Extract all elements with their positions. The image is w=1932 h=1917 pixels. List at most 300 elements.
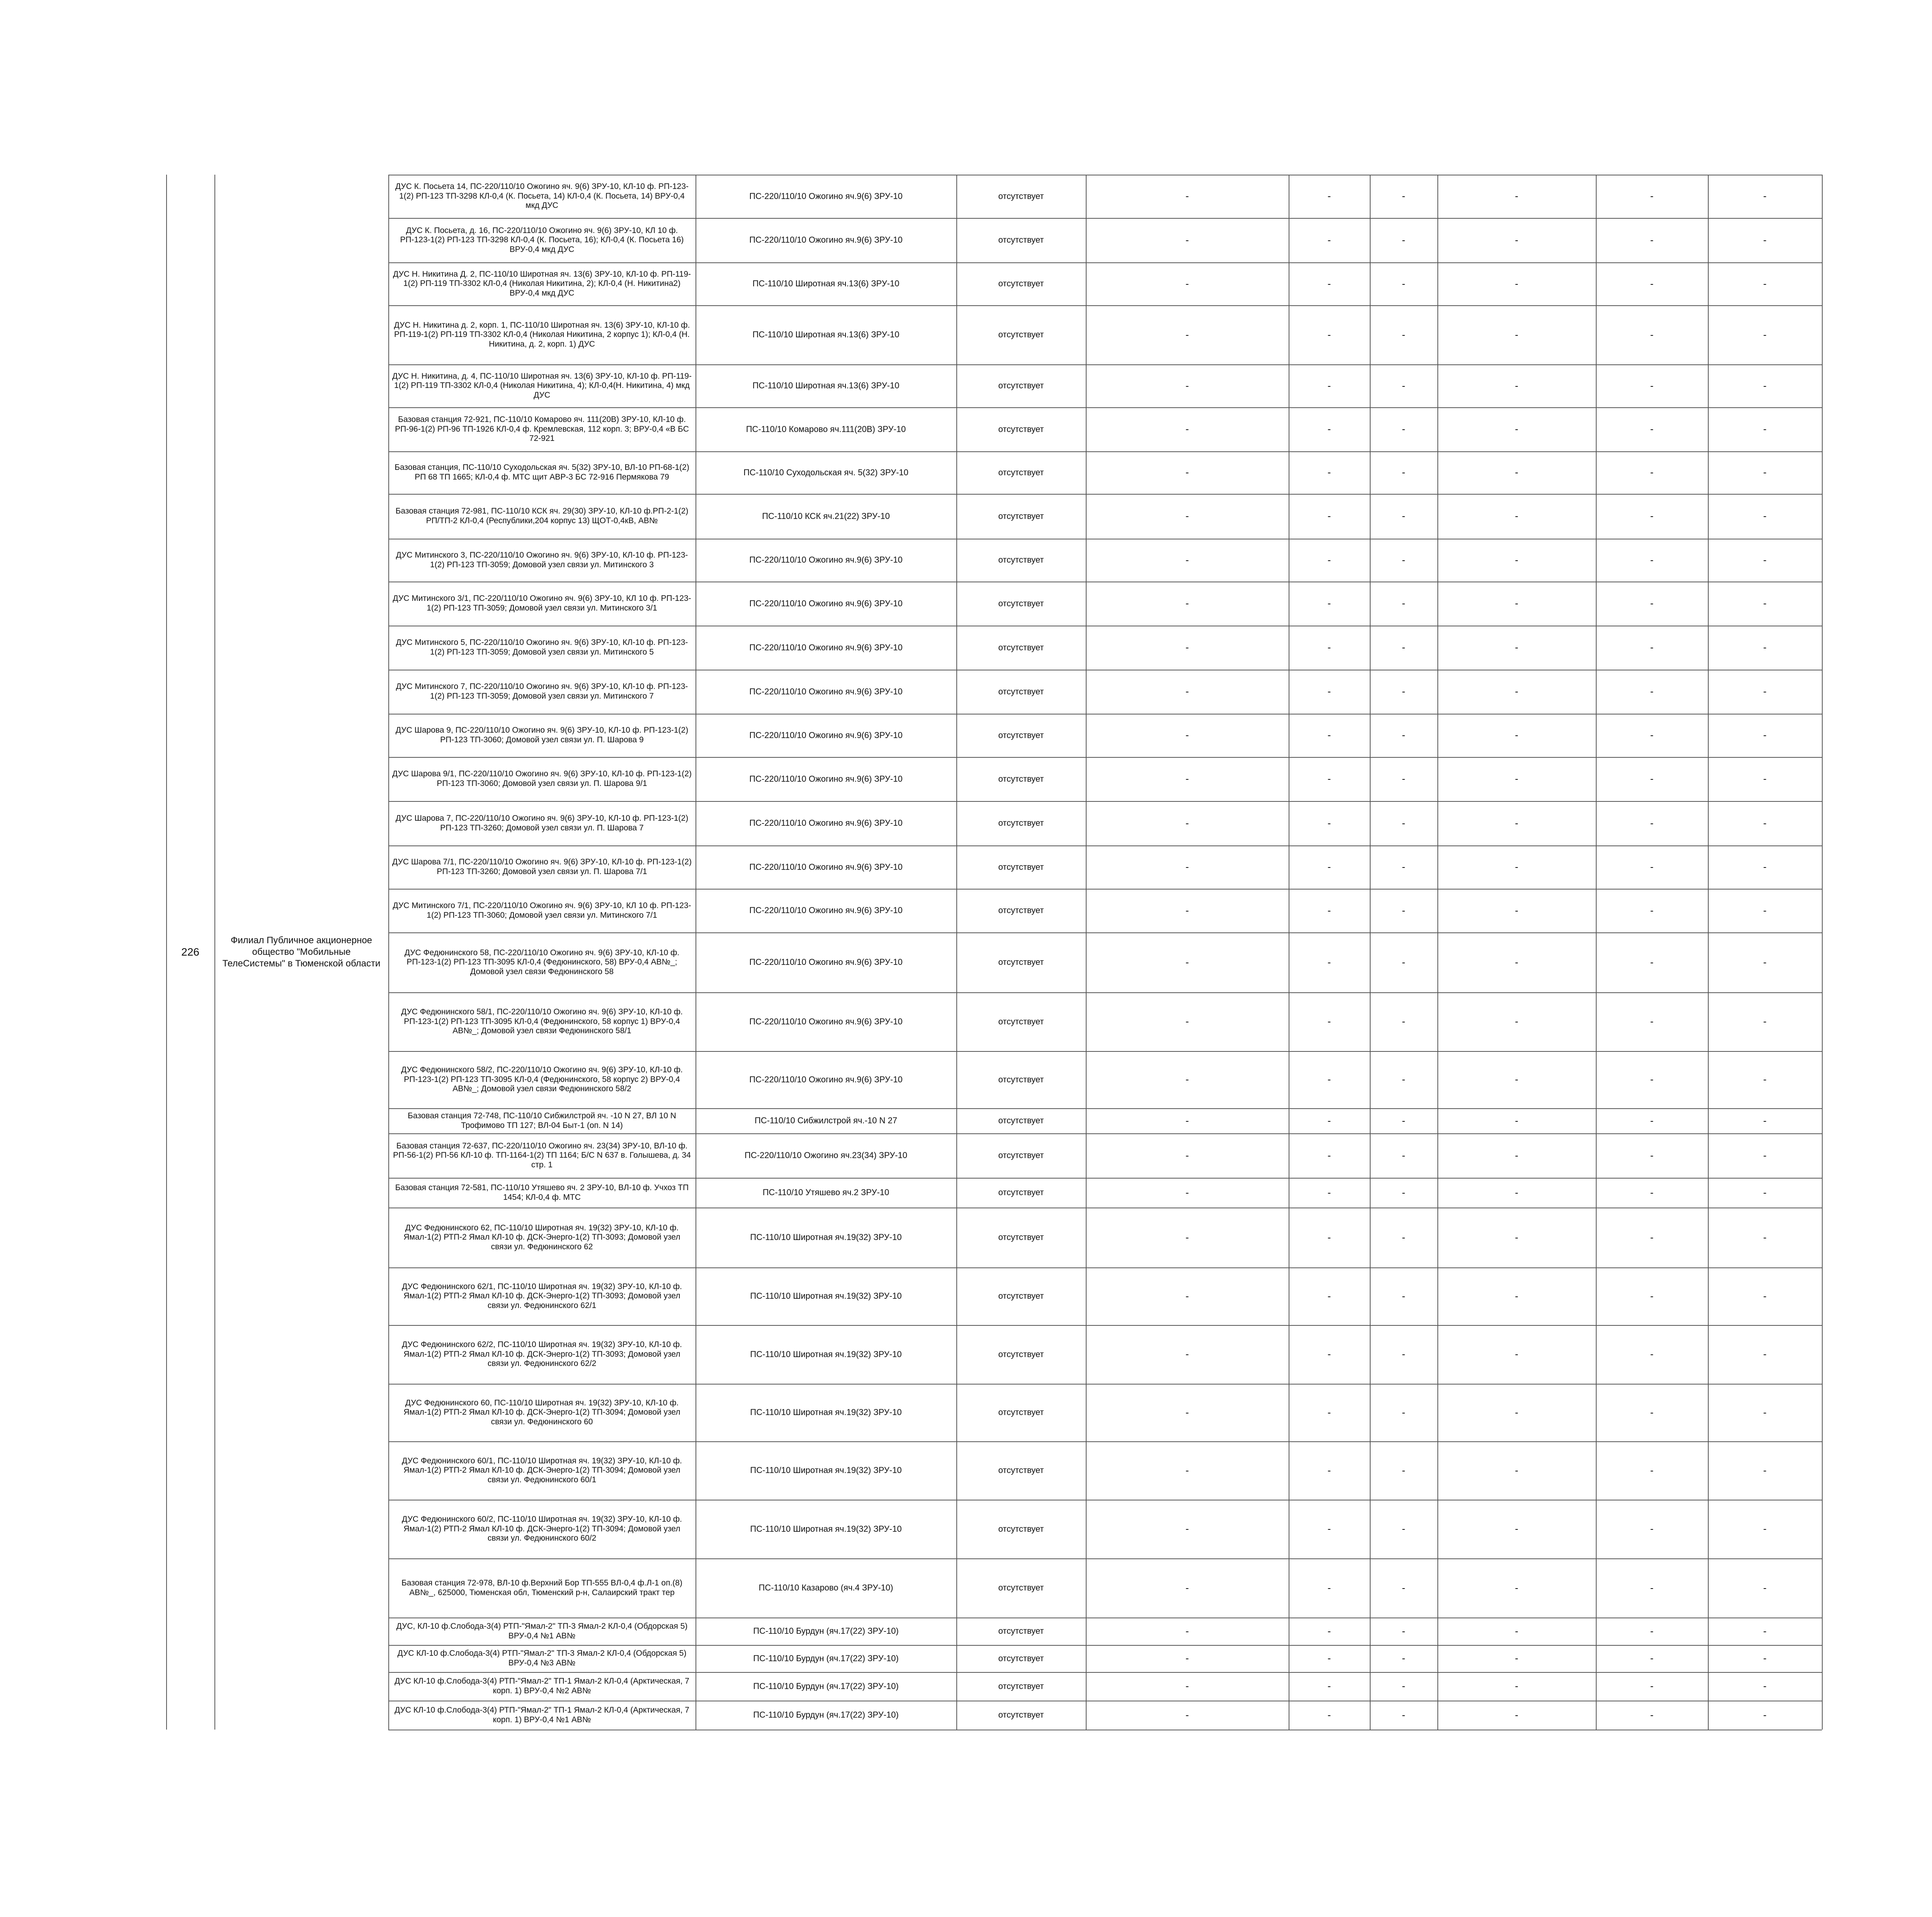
row-empty-value: - xyxy=(1650,510,1654,522)
row-empty-value: - xyxy=(1515,466,1519,478)
row-description: ДУС Федюнинского 60/1, ПС-110/10 Широтная яч. 19(32) ЗРУ-10, КЛ-10 ф. Ямал-1(2) РТП-2 Ямал КЛ-10 ф. ДСК-Энерго-1(2) ТП-3094; Домовой узел связи ул. Федюнинского 60/1 xyxy=(402,1456,682,1484)
row-empty-value: - xyxy=(1185,817,1189,829)
row-empty-value: - xyxy=(1327,597,1331,609)
row-empty-value: - xyxy=(1650,1348,1654,1360)
row-empty-value: - xyxy=(1185,379,1189,391)
row-status: отсутствует xyxy=(998,1074,1044,1084)
row-empty-value: - xyxy=(1402,1015,1405,1027)
row-empty-value: - xyxy=(1402,1186,1405,1198)
row-description: ДУС Шарова 7/1, ПС-220/110/10 Ожогино яч. 9(6) ЗРУ-10, КЛ-10 ф. РП-123-1(2) РП-123 ТП-3260; Домовой узел связи ул. П. Шарова 7/1 xyxy=(392,857,692,876)
row-empty-value: - xyxy=(1327,1523,1331,1535)
row-empty-value: - xyxy=(1650,379,1654,391)
row-empty-value: - xyxy=(1515,861,1519,873)
row-empty-value: - xyxy=(1327,956,1331,968)
row-status: отсутствует xyxy=(998,1524,1044,1534)
row-empty-value: - xyxy=(1185,1231,1189,1243)
row-empty-value: - xyxy=(1650,861,1654,873)
row-empty-value: - xyxy=(1402,861,1405,873)
row-substation: ПС-110/10 Казарово (яч.4 ЗРУ-10) xyxy=(759,1583,893,1593)
row-substation: ПС-220/110/10 Ожогино яч.9(6) ЗРУ-10 xyxy=(749,1016,903,1026)
row-description: ДУС Шарова 9/1, ПС-220/110/10 Ожогино яч. 9(6) ЗРУ-10, КЛ-10 ф. РП-123-1(2) РП-123 ТП-3060; Домовой узел связи ул. П. Шарова 9/1 xyxy=(392,769,692,788)
row-empty-value: - xyxy=(1402,1464,1405,1476)
row-status: отсутствует xyxy=(998,1626,1044,1636)
row-substation: ПС-110/10 Широтная яч.19(32) ЗРУ-10 xyxy=(750,1524,902,1534)
row-description: ДУС К. Посьета, д. 16, ПС-220/110/10 Ожогино яч. 9(6) ЗРУ-10, КЛ 10 ф. РП-123-1(2) РП-123 ТП-3298 КЛ-0,4 (К. Посьета, 16); КЛ-0,4 (К. Посьета 16) ВРУ-0,4 мкд ДУС xyxy=(400,226,684,254)
row-status: отсутствует xyxy=(998,1187,1044,1197)
row-empty-value: - xyxy=(1402,729,1405,741)
row-empty-value: - xyxy=(1650,466,1654,478)
row-empty-value: - xyxy=(1650,1680,1654,1692)
row-status: отсутствует xyxy=(998,467,1044,477)
row-empty-value: - xyxy=(1327,190,1331,202)
row-empty-value: - xyxy=(1515,773,1519,785)
row-empty-value: - xyxy=(1402,685,1405,697)
row-empty-value: - xyxy=(1515,685,1519,697)
row-empty-value: - xyxy=(1402,817,1405,829)
row-status: отсутствует xyxy=(998,279,1044,289)
row-empty-value: - xyxy=(1650,1625,1654,1637)
row-empty-value: - xyxy=(1327,729,1331,741)
row-empty-value: - xyxy=(1763,1709,1767,1721)
row-empty-value: - xyxy=(1515,1290,1519,1302)
row-empty-value: - xyxy=(1185,466,1189,478)
row-empty-value: - xyxy=(1650,1290,1654,1302)
row-description: ДУС Федюнинского 58, ПС-220/110/10 Ожогино яч. 9(6) ЗРУ-10, КЛ-10 ф. РП-123-1(2) РП-123 ТП-3095 КЛ-0,4 (Федюнинского, 58) ВРУ-0,4 АВ№_; Домовой узел связи Федюнинского 58 xyxy=(404,948,680,976)
row-empty-value: - xyxy=(1327,1582,1331,1594)
row-empty-value: - xyxy=(1515,1680,1519,1692)
row-empty-value: - xyxy=(1327,1709,1331,1721)
row-empty-value: - xyxy=(1763,1231,1767,1243)
row-substation: ПС-220/110/10 Ожогино яч.9(6) ЗРУ-10 xyxy=(749,905,903,915)
row-empty-value: - xyxy=(1763,328,1767,340)
row-empty-value: - xyxy=(1515,190,1519,202)
row-empty-value: - xyxy=(1515,1073,1519,1085)
row-status: отсутствует xyxy=(998,1653,1044,1663)
row-status: отсутствует xyxy=(998,555,1044,565)
row-empty-value: - xyxy=(1515,1149,1519,1161)
row-empty-value: - xyxy=(1763,1290,1767,1302)
row-status: отсутствует xyxy=(998,774,1044,784)
row-empty-value: - xyxy=(1650,1186,1654,1198)
row-empty-value: - xyxy=(1327,510,1331,522)
row-description: Базовая станция 72-637, ПС-220/110/10 Ожогино яч. 23(34) ЗРУ-10, ВЛ-10 ф. РП-56-1(2) РП-56 КЛ-10 ф. ТП-1164-1(2) ТП 1164; Б/С N 637 в. Голышева, д. 34 стр. 1 xyxy=(393,1141,691,1169)
row-substation: ПС-220/110/10 Ожогино яч.9(6) ЗРУ-10 xyxy=(749,686,903,696)
row-status: отсутствует xyxy=(998,424,1044,434)
row-empty-value: - xyxy=(1327,1680,1331,1692)
record-number: 226 xyxy=(181,946,199,958)
row-empty-value: - xyxy=(1185,328,1189,340)
row-status: отсутствует xyxy=(998,1116,1044,1126)
row-substation: ПС-110/10 Широтная яч.19(32) ЗРУ-10 xyxy=(750,1465,902,1475)
row-empty-value: - xyxy=(1327,466,1331,478)
row-empty-value: - xyxy=(1185,861,1189,873)
row-empty-value: - xyxy=(1763,597,1767,609)
row-empty-value: - xyxy=(1763,904,1767,916)
row-empty-value: - xyxy=(1327,1114,1331,1126)
row-empty-value: - xyxy=(1185,1406,1189,1418)
row-status: отсутствует xyxy=(998,381,1044,391)
row-description: Базовая станция 72-978, ВЛ-10 ф.Верхний Бор ТП-555 ВЛ-0,4 ф.Л-1 оп.(8) АВ№_, 625000, Тюменская обл, Тюменский р-н, Салаирский тракт тер xyxy=(401,1578,682,1597)
row-empty-value: - xyxy=(1515,1231,1519,1243)
row-empty-value: - xyxy=(1650,1149,1654,1161)
row-empty-value: - xyxy=(1515,328,1519,340)
row-empty-value: - xyxy=(1327,817,1331,829)
row-empty-value: - xyxy=(1763,1015,1767,1027)
row-status: отсутствует xyxy=(998,905,1044,915)
row-empty-value: - xyxy=(1515,1406,1519,1418)
row-empty-value: - xyxy=(1650,1231,1654,1243)
row-description: ДУС Федюнинского 58/2, ПС-220/110/10 Ожогино яч. 9(6) ЗРУ-10, КЛ-10 ф. РП-123-1(2) РП-123 ТП-3095 КЛ-0,4 (Федюнинского, 58 корпус 2) ВРУ-0,4 АВ№_; Домовой узел связи Федюнинского 58/2 xyxy=(401,1065,683,1094)
row-empty-value: - xyxy=(1185,1709,1189,1721)
row-empty-value: - xyxy=(1402,234,1405,246)
row-empty-value: - xyxy=(1185,423,1189,435)
row-substation: ПС-220/110/10 Ожогино яч.9(6) ЗРУ-10 xyxy=(749,235,903,245)
row-empty-value: - xyxy=(1185,1652,1189,1664)
row-empty-value: - xyxy=(1650,729,1654,741)
row-description: ДУС Федюнинского 62/1, ПС-110/10 Широтная яч. 19(32) ЗРУ-10, КЛ-10 ф. Ямал-1(2) РТП-2 Ямал КЛ-10 ф. ДСК-Энерго-1(2) ТП-3093; Домовой узел связи ул. Федюнинского 62/1 xyxy=(402,1282,682,1310)
row-empty-value: - xyxy=(1763,234,1767,246)
row-empty-value: - xyxy=(1650,1406,1654,1418)
row-empty-value: - xyxy=(1402,1709,1405,1721)
row-empty-value: - xyxy=(1185,641,1189,653)
row-empty-value: - xyxy=(1515,1523,1519,1535)
row-empty-value: - xyxy=(1650,1709,1654,1721)
row-description: ДУС Н. Никитина Д. 2, ПС-110/10 Широтная яч. 13(6) ЗРУ-10, КЛ-10 ф. РП-119-1(2) РП-119 ТП-3302 КЛ-0,4 (Николая Никитина, 2); КЛ-0,4 (Н. Никитина2) ВРУ-0,4 мкд ДУС xyxy=(393,269,691,298)
row-empty-value: - xyxy=(1402,904,1405,916)
row-empty-value: - xyxy=(1402,1231,1405,1243)
row-empty-value: - xyxy=(1402,1348,1405,1360)
row-substation: ПС-110/10 КСК яч.21(22) ЗРУ-10 xyxy=(762,511,890,521)
row-empty-value: - xyxy=(1327,277,1331,289)
row-status: отсутствует xyxy=(998,1150,1044,1160)
row-empty-value: - xyxy=(1763,423,1767,435)
row-empty-value: - xyxy=(1515,597,1519,609)
row-description: ДУС Митинского 3, ПС-220/110/10 Ожогино яч. 9(6) ЗРУ-10, КЛ-10 ф. РП-123-1(2) РП-123 ТП-3059; Домовой узел связи ул. Митинского 3 xyxy=(396,550,688,569)
row-empty-value: - xyxy=(1327,861,1331,873)
row-substation: ПС-220/110/10 Ожогино яч.9(6) ЗРУ-10 xyxy=(749,818,903,828)
row-substation: ПС-110/10 Утяшево яч.2 ЗРУ-10 xyxy=(762,1187,889,1197)
row-empty-value: - xyxy=(1185,510,1189,522)
row-empty-value: - xyxy=(1402,1582,1405,1594)
row-empty-value: - xyxy=(1402,1680,1405,1692)
row-empty-value: - xyxy=(1763,1464,1767,1476)
row-description: Базовая станция, ПС-110/10 Суходольская яч. 5(32) ЗРУ-10, ВЛ-10 РП-68-1(2) РП 68 ТП 1665; КЛ-0,4 ф. МТС щит АВР-3 БС 72-916 Пермякова 79 xyxy=(395,463,689,481)
row-empty-value: - xyxy=(1185,956,1189,968)
row-description: ДУС Н. Никитина, д. 4, ПС-110/10 Широтная яч. 13(6) ЗРУ-10, КЛ-10 ф. РП-119-1(2) РП-119 ТП-3302 КЛ-0,4 (Николая Никитина, 4); КЛ-0,4(Н. Никитина, 4) мкд ДУС xyxy=(392,371,692,400)
row-empty-value: - xyxy=(1402,466,1405,478)
row-empty-value: - xyxy=(1763,1073,1767,1085)
row-empty-value: - xyxy=(1650,277,1654,289)
row-empty-value: - xyxy=(1185,685,1189,697)
row-empty-value: - xyxy=(1763,1652,1767,1664)
row-empty-value: - xyxy=(1185,1149,1189,1161)
row-empty-value: - xyxy=(1650,597,1654,609)
row-empty-value: - xyxy=(1402,641,1405,653)
row-status: отсутствует xyxy=(998,818,1044,828)
row-empty-value: - xyxy=(1763,956,1767,968)
row-substation: ПС-110/10 Суходольская яч. 5(32) ЗРУ-10 xyxy=(743,467,908,477)
row-status: отсутствует xyxy=(998,1349,1044,1359)
row-empty-value: - xyxy=(1327,1186,1331,1198)
row-empty-value: - xyxy=(1185,1625,1189,1637)
row-empty-value: - xyxy=(1185,277,1189,289)
row-status: отсутствует xyxy=(998,1232,1044,1242)
row-substation: ПС-220/110/10 Ожогино яч.9(6) ЗРУ-10 xyxy=(749,730,903,740)
row-description: Базовая станция 72-981, ПС-110/10 КСК яч. 29(30) ЗРУ-10, КЛ-10 ф.РП-2-1(2) РП/ТП-2 КЛ-0,4 (Республики,204 корпус 13) ЩОТ-0,4кВ, АВ№ xyxy=(395,507,689,525)
row-empty-value: - xyxy=(1327,1073,1331,1085)
row-description: ДУС Шарова 7, ПС-220/110/10 Ожогино яч. 9(6) ЗРУ-10, КЛ-10 ф. РП-123-1(2) РП-123 ТП-3260; Домовой узел связи ул. П. Шарова 7 xyxy=(395,813,689,832)
row-description: ДУС Митинского 7/1, ПС-220/110/10 Ожогино яч. 9(6) ЗРУ-10, КЛ 10 ф. РП-123-1(2) РП-123 ТП-3060; Домовой узел связи ул. Митинского 7/1 xyxy=(393,901,691,920)
row-empty-value: - xyxy=(1402,379,1405,391)
row-empty-value: - xyxy=(1185,554,1189,566)
row-empty-value: - xyxy=(1185,1186,1189,1198)
row-description: ДУС Федюнинского 60/2, ПС-110/10 Широтная яч. 19(32) ЗРУ-10, КЛ-10 ф. Ямал-1(2) РТП-2 Ямал КЛ-10 ф. ДСК-Энерго-1(2) ТП-3094; Домовой узел связи ул. Федюнинского 60/2 xyxy=(402,1515,682,1543)
row-empty-value: - xyxy=(1763,729,1767,741)
row-empty-value: - xyxy=(1402,423,1405,435)
row-status: отсутствует xyxy=(998,730,1044,740)
row-empty-value: - xyxy=(1185,1464,1189,1476)
row-empty-value: - xyxy=(1515,641,1519,653)
row-empty-value: - xyxy=(1185,190,1189,202)
row-description: ДУС Митинского 3/1, ПС-220/110/10 Ожогино яч. 9(6) ЗРУ-10, КЛ 10 ф. РП-123-1(2) РП-123 ТП-3059; Домовой узел связи ул. Митинского 3/1 xyxy=(393,594,691,612)
row-description: ДУС КЛ-10 ф.Слобода-3(4) РТП-"Ямал-2" ТП-3 Ямал-2 КЛ-0,4 (Обдорская 5) ВРУ-0,4 №3 АВ№ xyxy=(397,1649,687,1667)
row-empty-value: - xyxy=(1650,817,1654,829)
row-empty-value: - xyxy=(1402,510,1405,522)
row-empty-value: - xyxy=(1650,1652,1654,1664)
row-empty-value: - xyxy=(1185,1290,1189,1302)
row-empty-value: - xyxy=(1402,190,1405,202)
row-substation: ПС-110/10 Широтная яч.13(6) ЗРУ-10 xyxy=(752,330,900,340)
row-empty-value: - xyxy=(1650,1114,1654,1126)
row-empty-value: - xyxy=(1185,904,1189,916)
row-empty-value: - xyxy=(1402,597,1405,609)
row-empty-value: - xyxy=(1515,1582,1519,1594)
row-substation: ПС-220/110/10 Ожогино яч.9(6) ЗРУ-10 xyxy=(749,774,903,784)
row-empty-value: - xyxy=(1185,773,1189,785)
row-empty-value: - xyxy=(1515,904,1519,916)
row-empty-value: - xyxy=(1327,379,1331,391)
row-description: ДУС Н. Никитина д. 2, корп. 1, ПС-110/10 Широтная яч. 13(6) ЗРУ-10, КЛ-10 ф. РП-119-1(2) РП-119 ТП-3302 КЛ-0,4 (Николая Никитина, 2 корпус 1); КЛ-0,4 (Н. Никитина, д. 2, корп. 1) ДУС xyxy=(394,320,690,349)
organization-name: Филиал Публичное акционерное общество "Мобильные ТелеСистемы" в Тюменской области xyxy=(222,935,381,969)
row-empty-value: - xyxy=(1327,1015,1331,1027)
row-substation: ПС-110/10 Широтная яч.19(32) ЗРУ-10 xyxy=(750,1407,902,1417)
row-empty-value: - xyxy=(1515,729,1519,741)
row-empty-value: - xyxy=(1402,1114,1405,1126)
row-status: отсутствует xyxy=(998,191,1044,201)
row-description: ДУС Шарова 9, ПС-220/110/10 Ожогино яч. 9(6) ЗРУ-10, КЛ-10 ф. РП-123-1(2) РП-123 ТП-3060; Домовой узел связи ул. П. Шарова 9 xyxy=(395,726,689,744)
row-empty-value: - xyxy=(1515,1348,1519,1360)
row-substation: ПС-110/10 Бурдун (яч.17(22) ЗРУ-10) xyxy=(753,1626,899,1636)
row-substation: ПС-110/10 Широтная яч.13(6) ЗРУ-10 xyxy=(752,381,900,391)
row-empty-value: - xyxy=(1327,685,1331,697)
row-empty-value: - xyxy=(1650,773,1654,785)
row-description: ДУС КЛ-10 ф.Слобода-3(4) РТП-"Ямал-2" ТП-1 Ямал-2 КЛ-0,4 (Арктическая, 7 корп. 1) ВРУ-0,4 №1 АВ№ xyxy=(395,1705,689,1724)
row-empty-value: - xyxy=(1515,1652,1519,1664)
row-empty-value: - xyxy=(1515,379,1519,391)
row-description: ДУС Митинского 7, ПС-220/110/10 Ожогино яч. 9(6) ЗРУ-10, КЛ-10 ф. РП-123-1(2) РП-123 ТП-3059; Домовой узел связи ул. Митинского 7 xyxy=(396,682,688,701)
row-description: ДУС Федюнинского 60, ПС-110/10 Широтная яч. 19(32) ЗРУ-10, КЛ-10 ф. Ямал-1(2) РТП-2 Ямал КЛ-10 ф. ДСК-Энерго-1(2) ТП-3094; Домовой узел связи ул. Федюнинского 60 xyxy=(403,1398,680,1426)
row-empty-value: - xyxy=(1327,1149,1331,1161)
row-description: ДУС, КЛ-10 ф.Слобода-3(4) РТП-"Ямал-2" ТП-3 Ямал-2 КЛ-0,4 (Обдорская 5) ВРУ-0,4 №1 АВ№ xyxy=(396,1621,688,1640)
row-description: Базовая станция 72-748, ПС-110/10 Сибжилстрой яч. -10 N 27, ВЛ 10 N Трофимово ТП 127; ВЛ-04 Быт-1 (оп. N 14) xyxy=(408,1111,676,1130)
row-substation: ПС-110/10 Сибжилстрой яч.-10 N 27 xyxy=(755,1116,897,1126)
row-substation: ПС-220/110/10 Ожогино яч.9(6) ЗРУ-10 xyxy=(749,957,903,967)
row-empty-value: - xyxy=(1515,1186,1519,1198)
row-status: отсутствует xyxy=(998,1710,1044,1720)
row-empty-value: - xyxy=(1650,190,1654,202)
row-empty-value: - xyxy=(1515,817,1519,829)
row-empty-value: - xyxy=(1185,1680,1189,1692)
row-empty-value: - xyxy=(1402,1290,1405,1302)
row-substation: ПС-220/110/10 Ожогино яч.9(6) ЗРУ-10 xyxy=(749,642,903,652)
row-empty-value: - xyxy=(1327,1290,1331,1302)
row-empty-value: - xyxy=(1763,817,1767,829)
row-empty-value: - xyxy=(1515,554,1519,566)
row-empty-value: - xyxy=(1185,1523,1189,1535)
row-empty-value: - xyxy=(1402,1523,1405,1535)
row-empty-value: - xyxy=(1185,1348,1189,1360)
row-status: отсутствует xyxy=(998,330,1044,340)
row-status: отсутствует xyxy=(998,235,1044,245)
row-empty-value: - xyxy=(1515,1114,1519,1126)
row-empty-value: - xyxy=(1763,379,1767,391)
row-description: ДУС Федюнинского 62, ПС-110/10 Широтная яч. 19(32) ЗРУ-10, КЛ-10 ф. Ямал-1(2) РТП-2 Ямал КЛ-10 ф. ДСК-Энерго-1(2) ТП-3093; Домовой узел связи ул. Федюнинского 62 xyxy=(403,1223,680,1251)
row-empty-value: - xyxy=(1763,466,1767,478)
row-empty-value: - xyxy=(1185,234,1189,246)
row-status: отсутствует xyxy=(998,511,1044,521)
row-empty-value: - xyxy=(1402,773,1405,785)
row-empty-value: - xyxy=(1650,1464,1654,1476)
row-substation: ПС-110/10 Широтная яч.19(32) ЗРУ-10 xyxy=(750,1232,902,1242)
row-status: отсутствует xyxy=(998,1583,1044,1593)
row-empty-value: - xyxy=(1650,956,1654,968)
row-empty-value: - xyxy=(1650,1582,1654,1594)
row-empty-value: - xyxy=(1763,773,1767,785)
row-empty-value: - xyxy=(1402,1625,1405,1637)
row-empty-value: - xyxy=(1327,1231,1331,1243)
row-empty-value: - xyxy=(1515,510,1519,522)
row-empty-value: - xyxy=(1185,1114,1189,1126)
row-empty-value: - xyxy=(1763,685,1767,697)
row-empty-value: - xyxy=(1763,1680,1767,1692)
row-empty-value: - xyxy=(1650,641,1654,653)
row-empty-value: - xyxy=(1327,234,1331,246)
row-description: ДУС КЛ-10 ф.Слобода-3(4) РТП-"Ямал-2" ТП-1 Ямал-2 КЛ-0,4 (Арктическая, 7 корп. 1) ВРУ-0,4 №2 АВ№ xyxy=(395,1677,689,1695)
row-empty-value: - xyxy=(1650,423,1654,435)
row-empty-value: - xyxy=(1185,597,1189,609)
row-empty-value: - xyxy=(1763,510,1767,522)
row-status: отсутствует xyxy=(998,862,1044,872)
column-divider xyxy=(1822,175,1823,1730)
row-empty-value: - xyxy=(1327,1625,1331,1637)
row-status: отсутствует xyxy=(998,1465,1044,1475)
row-substation: ПС-220/110/10 Ожогино яч.9(6) ЗРУ-10 xyxy=(749,555,903,565)
row-status: отсутствует xyxy=(998,642,1044,652)
row-empty-value: - xyxy=(1327,328,1331,340)
row-empty-value: - xyxy=(1185,1015,1189,1027)
row-substation: ПС-110/10 Бурдун (яч.17(22) ЗРУ-10) xyxy=(753,1681,899,1691)
row-description: ДУС К. Посьета 14, ПС-220/110/10 Ожогино яч. 9(6) ЗРУ-10, КЛ-10 ф. РП-123-1(2) РП-123 ТП-3298 КЛ-0,4 (К. Посьета, 14) КЛ-0,4 (К. Посьета, 14) ВРУ-0,4 мкд ДУС xyxy=(395,182,689,210)
row-description: Базовая станция 72-581, ПС-110/10 Утяшево яч. 2 ЗРУ-10, ВЛ-10 ф. Учхоз ТП 1454; КЛ-0,4 ф. МТС xyxy=(395,1183,689,1202)
row-empty-value: - xyxy=(1763,1582,1767,1594)
row-substation: ПС-220/110/10 Ожогино яч.9(6) ЗРУ-10 xyxy=(749,598,903,608)
row-empty-value: - xyxy=(1327,904,1331,916)
row-empty-value: - xyxy=(1402,328,1405,340)
row-empty-value: - xyxy=(1327,641,1331,653)
row-description: Базовая станция 72-921, ПС-110/10 Комарово яч. 111(20В) ЗРУ-10, КЛ-10 ф. РП-96-1(2) РП-96 ТП-1926 КЛ-0,4 ф. Кремлевская, 112 корп. 3; ВРУ-0,4 «В БС 72-921 xyxy=(395,415,689,443)
row-empty-value: - xyxy=(1515,423,1519,435)
row-substation: ПС-220/110/10 Ожогино яч.9(6) ЗРУ-10 xyxy=(749,1074,903,1084)
row-status: отсутствует xyxy=(998,598,1044,608)
row-empty-value: - xyxy=(1650,328,1654,340)
row-empty-value: - xyxy=(1763,1625,1767,1637)
row-status: отсутствует xyxy=(998,1016,1044,1026)
row-substation: ПС-220/110/10 Ожогино яч.9(6) ЗРУ-10 xyxy=(749,191,903,201)
row-empty-value: - xyxy=(1515,1015,1519,1027)
row-empty-value: - xyxy=(1763,1114,1767,1126)
row-empty-value: - xyxy=(1763,1149,1767,1161)
row-substation: ПС-110/10 Бурдун (яч.17(22) ЗРУ-10) xyxy=(753,1653,899,1663)
row-empty-value: - xyxy=(1515,1464,1519,1476)
row-empty-value: - xyxy=(1763,1523,1767,1535)
row-empty-value: - xyxy=(1402,1652,1405,1664)
row-empty-value: - xyxy=(1185,1073,1189,1085)
row-empty-value: - xyxy=(1650,234,1654,246)
row-empty-value: - xyxy=(1650,904,1654,916)
row-status: отсутствует xyxy=(998,1681,1044,1691)
row-substation: ПС-220/110/10 Ожогино яч.23(34) ЗРУ-10 xyxy=(745,1150,907,1160)
row-substation: ПС-110/10 Комарово яч.111(20В) ЗРУ-10 xyxy=(746,424,906,434)
row-empty-value: - xyxy=(1650,1523,1654,1535)
row-status: отсутствует xyxy=(998,957,1044,967)
row-empty-value: - xyxy=(1515,234,1519,246)
row-empty-value: - xyxy=(1402,1406,1405,1418)
row-empty-value: - xyxy=(1763,861,1767,873)
row-empty-value: - xyxy=(1327,554,1331,566)
row-empty-value: - xyxy=(1515,277,1519,289)
row-empty-value: - xyxy=(1650,1015,1654,1027)
row-empty-value: - xyxy=(1185,729,1189,741)
row-empty-value: - xyxy=(1650,685,1654,697)
row-empty-value: - xyxy=(1327,1348,1331,1360)
row-substation: ПС-220/110/10 Ожогино яч.9(6) ЗРУ-10 xyxy=(749,862,903,872)
row-status: отсутствует xyxy=(998,1407,1044,1417)
row-description: ДУС Федюнинского 58/1, ПС-220/110/10 Ожогино яч. 9(6) ЗРУ-10, КЛ-10 ф. РП-123-1(2) РП-123 ТП-3095 КЛ-0,4 (Федюнинского, 58 корпус 1) ВРУ-0,4 АВ№_; Домовой узел связи Федюнинского 58/1 xyxy=(401,1007,683,1036)
row-empty-value: - xyxy=(1327,1464,1331,1476)
row-empty-value: - xyxy=(1402,277,1405,289)
row-empty-value: - xyxy=(1515,956,1519,968)
row-empty-value: - xyxy=(1763,1406,1767,1418)
row-substation: ПС-110/10 Широтная яч.19(32) ЗРУ-10 xyxy=(750,1291,902,1301)
row-empty-value: - xyxy=(1185,1582,1189,1594)
row-description: ДУС Митинского 5, ПС-220/110/10 Ожогино яч. 9(6) ЗРУ-10, КЛ-10 ф. РП-123-1(2) РП-123 ТП-3059; Домовой узел связи ул. Митинского 5 xyxy=(396,638,688,657)
row-empty-value: - xyxy=(1515,1625,1519,1637)
row-status: отсутствует xyxy=(998,686,1044,696)
row-substation: ПС-110/10 Широтная яч.19(32) ЗРУ-10 xyxy=(750,1349,902,1359)
row-empty-value: - xyxy=(1327,773,1331,785)
row-empty-value: - xyxy=(1327,1652,1331,1664)
row-empty-value: - xyxy=(1763,190,1767,202)
row-empty-value: - xyxy=(1327,423,1331,435)
row-empty-value: - xyxy=(1402,554,1405,566)
row-empty-value: - xyxy=(1327,1406,1331,1418)
row-substation: ПС-110/10 Бурдун (яч.17(22) ЗРУ-10) xyxy=(753,1710,899,1720)
row-empty-value: - xyxy=(1763,1186,1767,1198)
row-empty-value: - xyxy=(1650,554,1654,566)
row-empty-value: - xyxy=(1515,1709,1519,1721)
row-empty-value: - xyxy=(1763,277,1767,289)
row-substation: ПС-110/10 Широтная яч.13(6) ЗРУ-10 xyxy=(752,279,900,289)
